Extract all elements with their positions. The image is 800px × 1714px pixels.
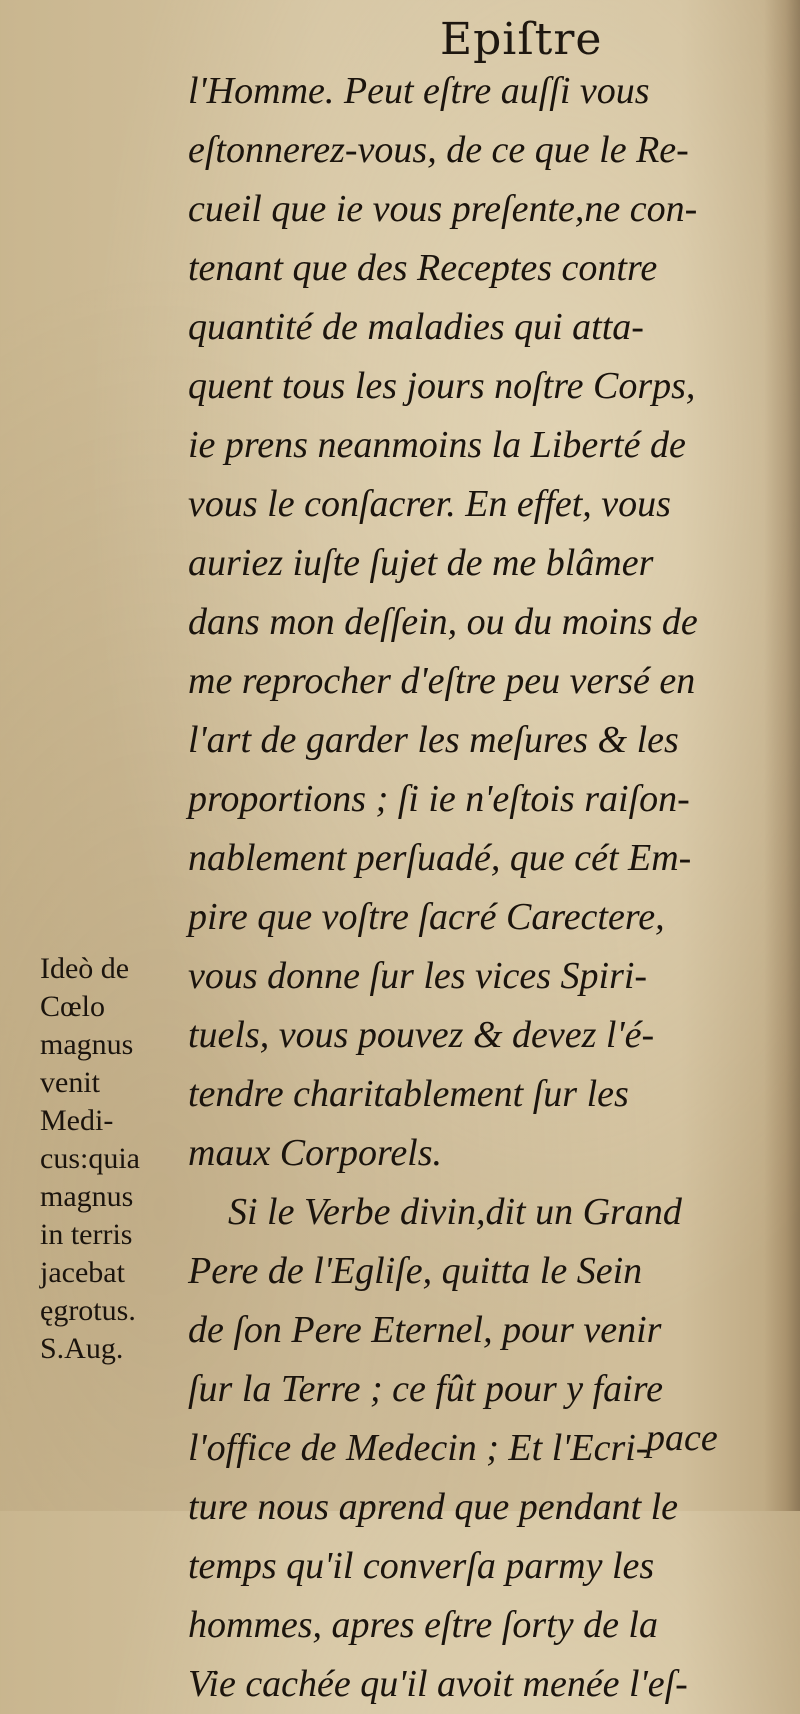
text-line: tuels, vous pouvez & devez l'é-	[188, 1014, 655, 1056]
catchword: pace	[646, 1417, 718, 1459]
running-head: Epiſtre	[440, 14, 603, 65]
text-line: l'art de garder les meſures & les	[188, 719, 679, 761]
text-line: dans mon deſſein, ou du moins de	[188, 601, 698, 643]
marginal-note-line: ęgrotus.	[40, 1294, 136, 1327]
main-text	[188, 62, 778, 1714]
marginal-note-line: jacebat	[40, 1256, 125, 1289]
text-line: ie prens neanmoins la Liberté de	[188, 424, 686, 466]
text-line: Pere de l'Egliſe, quitta le Sein	[188, 1250, 643, 1292]
text-line: ture nous aprend que pendant le	[188, 1486, 679, 1528]
marginal-note-line: Medi-	[40, 1104, 114, 1137]
text-line: me reprocher d'eſtre peu versé en	[188, 660, 696, 702]
text-line: pire que voſtre ſacré Carectere,	[188, 896, 665, 938]
text-line: de ſon Pere Eternel, pour venir	[188, 1309, 662, 1351]
marginal-note-line: S.Aug.	[40, 1332, 124, 1365]
text-line: eſtonnerez-vous, de ce que le Re-	[188, 129, 689, 171]
text-line: tendre charitablement ſur les	[188, 1073, 629, 1115]
text-line: auriez iuſte ſujet de me blâmer	[188, 542, 654, 584]
marginal-note-line: Cœlo	[40, 990, 106, 1023]
text-line: cueil que ie vous preſente,ne con-	[188, 188, 698, 230]
marginal-note-line: in terris	[40, 1218, 133, 1251]
marginal-note-line: venit	[40, 1066, 100, 1099]
text-line: l'Homme. Peut eſtre auſſi vous	[188, 70, 650, 112]
text-line: Vie cachée qu'il avoit menée l'eſ-	[188, 1663, 688, 1705]
text-line: quent tous les jours noſtre Corps,	[188, 365, 696, 407]
text-line: vous donne ſur les vices Spiri-	[188, 955, 648, 997]
text-line: nablement perſuadé, que cét Em-	[188, 837, 692, 879]
text-line: ſur la Terre ; ce fût pour y faire	[188, 1368, 663, 1410]
text-line: proportions ; ſi ie n'eſtois raiſon-	[188, 778, 690, 820]
text-line: hommes, apres eſtre ſorty de la	[188, 1604, 658, 1646]
marginal-note-line: cus:quia	[40, 1142, 140, 1175]
text-line: maux Corporels.	[188, 1132, 443, 1174]
marginal-note-line: magnus	[40, 1028, 134, 1061]
text-line: temps qu'il converſa parmy les	[188, 1545, 655, 1587]
marginal-note	[40, 950, 180, 1368]
text-line: tenant que des Receptes contre	[188, 247, 658, 289]
marginal-note-line: magnus	[40, 1180, 134, 1213]
text-line: quantité de maladies qui atta-	[188, 306, 644, 348]
text-line: l'office de Medecin ; Et l'Ecri-	[188, 1427, 649, 1469]
marginal-note-line: Ideò de	[40, 952, 130, 985]
text-line: Si le Verbe divin,dit un Grand	[228, 1191, 682, 1233]
text-line: vous le conſacrer. En effet, vous	[188, 483, 671, 525]
